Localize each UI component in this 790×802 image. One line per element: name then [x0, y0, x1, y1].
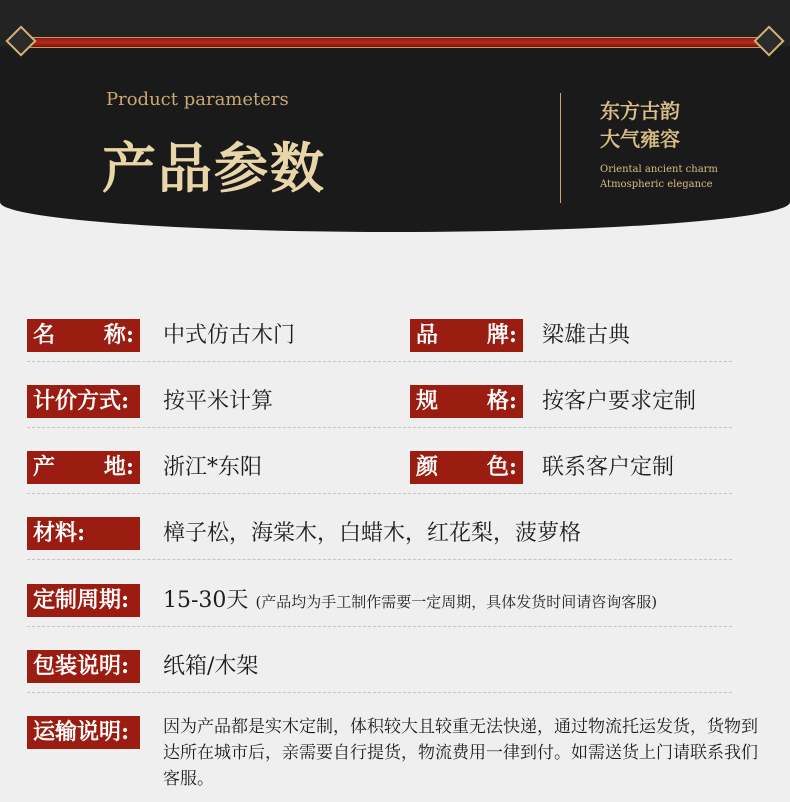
- header-red-trim: [24, 37, 766, 48]
- value-shipping: 因为产品都是实木定制，体积较大且较重无法快递，通过物流托运发货，货物到达所在城市后，亲需要自行提货，物流费用一律到付。如需送货上门请联系我们客服。: [163, 717, 758, 789]
- row-divider: [27, 361, 732, 362]
- label-packing: 包装说明:: [27, 650, 140, 683]
- label-name-a: 名: [33, 322, 56, 348]
- label-color-b: 色:: [486, 454, 517, 480]
- subtitle-en: Product parameters: [106, 89, 289, 110]
- slogan-zh: [600, 97, 680, 153]
- label-brand-a: 品: [416, 322, 439, 348]
- label-color-a: 颜: [416, 454, 439, 480]
- label-shipping: 运输说明:: [27, 716, 140, 749]
- slogan-en: [600, 162, 718, 192]
- row-divider: [27, 626, 732, 627]
- value-origin: 浙江*东阳: [163, 455, 263, 480]
- label-origin-a: 产: [33, 454, 56, 480]
- row-divider: [27, 692, 732, 693]
- label-material: 材料:: [27, 517, 140, 550]
- header-banner: [0, 0, 790, 232]
- label-name: [27, 319, 140, 352]
- label-brand: [410, 319, 523, 352]
- value-period-main: 15-30天: [163, 588, 249, 613]
- row-divider: [27, 493, 732, 494]
- row-divider: [27, 559, 732, 560]
- label-spec-a: 规: [416, 388, 439, 414]
- value-material: 樟子松，海棠木，白蜡木，红花梨，菠萝格: [163, 521, 582, 546]
- value-period: [163, 584, 657, 619]
- label-spec: [410, 385, 523, 418]
- label-name-b: 称:: [103, 322, 134, 348]
- value-period-note: (产品均为手工制作需要一定周期，具体发货时间请咨询客服): [255, 593, 658, 611]
- row-divider: [27, 427, 732, 428]
- value-spec: 按客户要求定制: [542, 389, 697, 414]
- value-pricing: 按平米计算: [163, 389, 274, 414]
- slogan-zh-line-2: 大气雍容: [600, 127, 680, 151]
- value-color: 联系客户定制: [542, 455, 675, 480]
- label-period: 定制周期:: [27, 584, 140, 617]
- label-color: [410, 451, 523, 484]
- value-brand: 梁雄古典: [542, 323, 631, 348]
- label-origin: [27, 451, 140, 484]
- slogan-en-line-2: Atmospheric elegance: [600, 179, 713, 190]
- slogan-zh-line-1: 东方古韵: [600, 99, 680, 123]
- page-title: 产品参数: [102, 136, 326, 200]
- slogan-en-line-1: Oriental ancient charm: [600, 164, 718, 175]
- value-name: 中式仿古木门: [163, 323, 296, 348]
- header-divider: [560, 93, 561, 203]
- label-pricing: 计价方式:: [27, 385, 140, 418]
- value-packing: 纸箱/木架: [163, 654, 259, 679]
- label-spec-b: 格:: [486, 388, 517, 414]
- label-origin-b: 地:: [103, 454, 134, 480]
- label-brand-b: 牌:: [486, 322, 517, 348]
